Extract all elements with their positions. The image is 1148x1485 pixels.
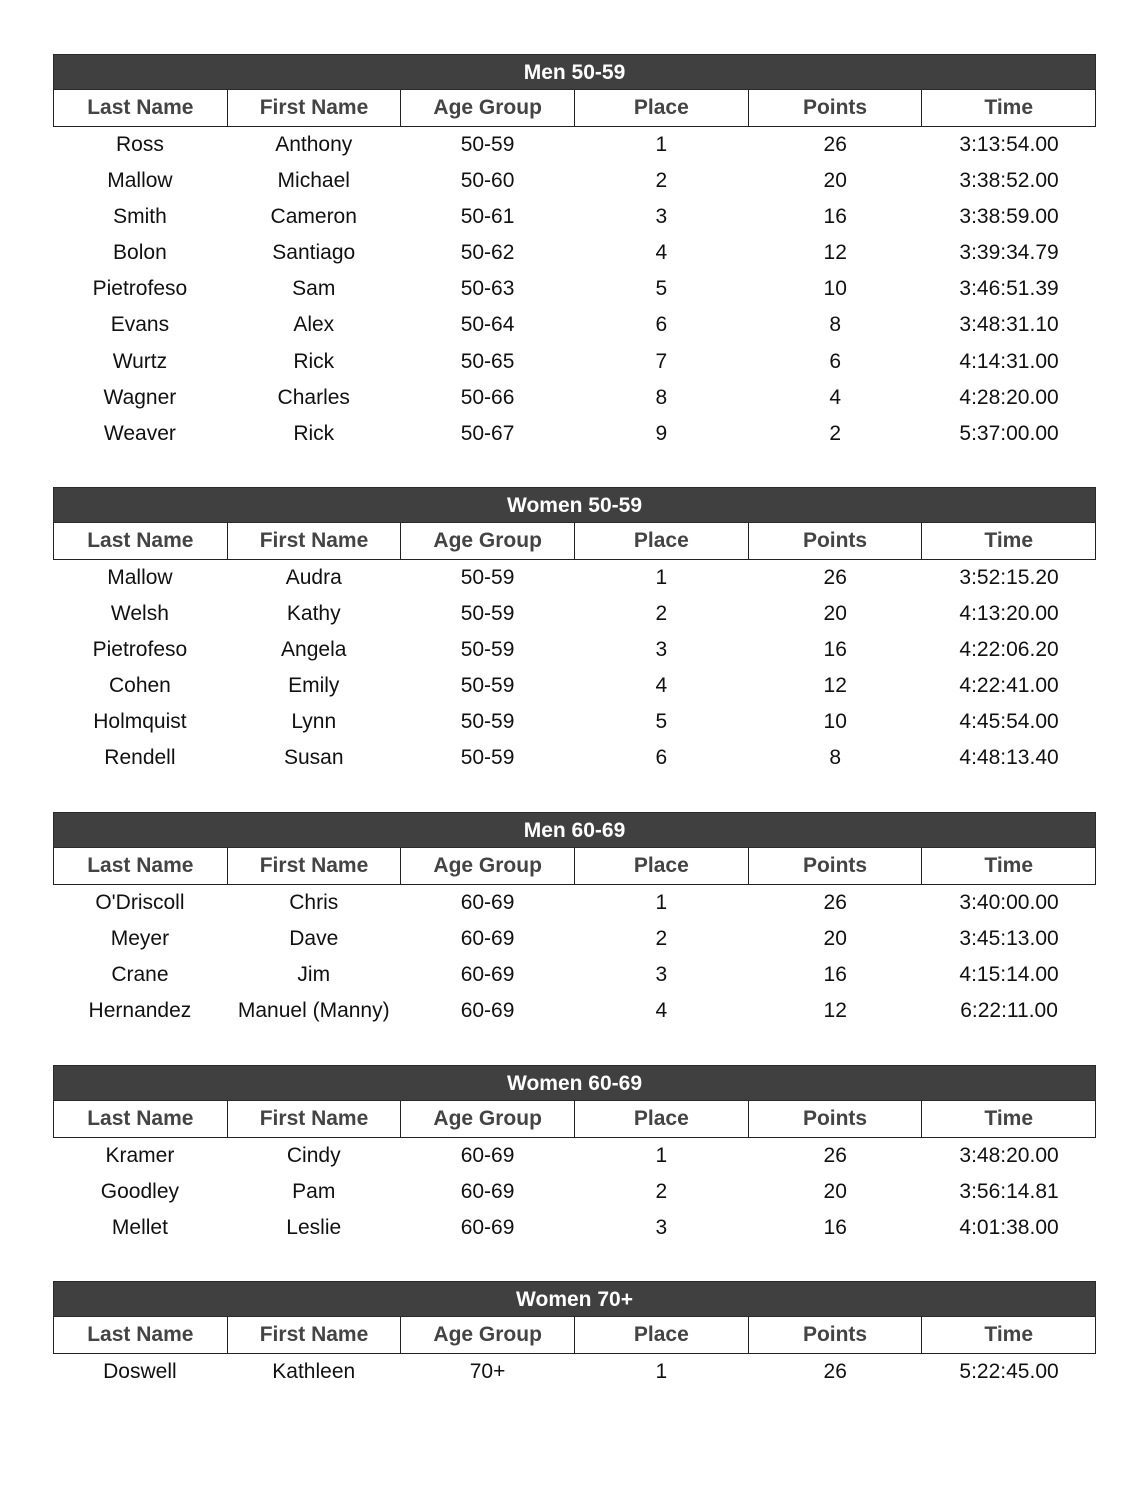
cell-last-name: Crane <box>111 963 169 987</box>
cell-first-name: Kathy <box>286 602 341 626</box>
cell-place: 3 <box>655 963 668 987</box>
cell-place: 4 <box>655 241 668 265</box>
cell-last-name: Bolon <box>113 241 167 265</box>
cell-time: 4:28:20.00 <box>959 385 1059 409</box>
cell-last-name: Ross <box>115 133 164 156</box>
column-header-last-name: Last Name <box>54 523 228 559</box>
cell-last-name: Pietrofeso <box>92 277 188 301</box>
cell-first-name: Susan <box>283 746 344 770</box>
cell-first-name: Alex <box>293 313 335 337</box>
cell-age-group: 50-59 <box>460 638 515 662</box>
cell-place: 3 <box>655 1216 668 1240</box>
column-header-first-name: First Name <box>228 1101 402 1137</box>
cell-last-name: Wagner <box>103 385 177 409</box>
table-row <box>53 596 1096 632</box>
cell-last-name: Hernandez <box>88 999 192 1023</box>
cell-time: 4:48:13.40 <box>959 746 1059 770</box>
cell-time: 5:22:45.00 <box>959 1360 1059 1383</box>
cell-age-group: 60-69 <box>460 963 515 987</box>
table-row <box>53 560 1096 596</box>
cell-first-name: Michael <box>277 169 350 193</box>
cell-place: 1 <box>655 133 668 156</box>
cell-last-name: Mallow <box>107 169 173 193</box>
cell-points: 4 <box>829 385 842 409</box>
cell-first-name: Rick <box>293 349 335 373</box>
column-header-first-name: First Name <box>228 90 402 126</box>
cell-points: 6 <box>829 349 842 373</box>
cell-points: 16 <box>823 963 847 987</box>
cell-place: 6 <box>655 313 668 337</box>
results-table-men-50-59 <box>53 54 1096 452</box>
cell-first-name: Chris <box>289 891 339 914</box>
cell-place: 3 <box>655 638 668 662</box>
cell-time: 4:14:31.00 <box>959 349 1059 373</box>
cell-place: 1 <box>655 1360 668 1383</box>
table-row <box>53 1138 1096 1174</box>
results-table-women-70 <box>53 1281 1096 1390</box>
cell-first-name: Anthony <box>275 133 353 156</box>
cell-first-name: Sam <box>292 277 336 301</box>
cell-last-name: Smith <box>113 205 167 229</box>
cell-age-group: 50-66 <box>460 385 515 409</box>
cell-first-name: Cameron <box>270 205 357 229</box>
cell-age-group: 60-69 <box>460 1216 515 1240</box>
cell-first-name: Emily <box>288 674 340 698</box>
column-header-points: Points <box>749 1317 923 1353</box>
cell-last-name: Rendell <box>104 746 176 770</box>
cell-time: 5:37:00.00 <box>959 421 1059 445</box>
cell-points: 8 <box>829 746 842 770</box>
cell-first-name: Charles <box>277 385 350 409</box>
cell-first-name: Leslie <box>286 1216 342 1240</box>
table-row <box>53 199 1096 235</box>
cell-age-group: 50-61 <box>460 205 515 229</box>
cell-last-name: Wurtz <box>112 349 168 373</box>
cell-time: 3:38:59.00 <box>959 205 1059 229</box>
table-row <box>53 416 1096 452</box>
cell-time: 3:38:52.00 <box>959 169 1059 193</box>
table-row <box>53 271 1096 307</box>
cell-place: 9 <box>655 421 668 445</box>
table-row <box>53 740 1096 776</box>
table-title: Women 60-69 <box>53 1065 1096 1101</box>
cell-points: 12 <box>823 674 847 698</box>
cell-last-name: Meyer <box>110 927 170 951</box>
column-header-time: Time <box>984 96 1034 119</box>
column-header-first-name: First Name <box>228 848 402 884</box>
column-header-time: Time <box>984 854 1034 877</box>
column-header-first-name: First Name <box>228 1317 402 1353</box>
cell-place: 1 <box>655 1144 668 1167</box>
column-header-points: Points <box>749 848 923 884</box>
cell-last-name: O'Driscoll <box>95 891 185 914</box>
cell-points: 16 <box>823 638 847 662</box>
cell-place: 5 <box>655 277 668 301</box>
cell-place: 2 <box>655 602 668 626</box>
cell-time: 3:48:31.10 <box>959 313 1059 337</box>
cell-age-group: 50-63 <box>460 277 515 301</box>
cell-points: 20 <box>823 602 847 626</box>
table-row <box>53 1174 1096 1210</box>
cell-time: 6:22:11.00 <box>960 999 1058 1023</box>
cell-first-name: Pam <box>292 1180 336 1204</box>
cell-last-name: Mallow <box>107 566 173 589</box>
cell-time: 4:22:06.20 <box>959 638 1059 662</box>
cell-age-group: 50-62 <box>460 241 515 265</box>
table-title: Women 50-59 <box>53 487 1096 523</box>
results-table-men-60-69 <box>53 812 1096 1029</box>
cell-points: 26 <box>823 891 847 914</box>
cell-time: 3:48:20.00 <box>959 1144 1059 1167</box>
column-header-points: Points <box>749 90 923 126</box>
results-table-women-50-59 <box>53 487 1096 777</box>
cell-place: 6 <box>655 746 668 770</box>
cell-points: 26 <box>823 133 847 156</box>
column-header-first-name: First Name <box>228 523 402 559</box>
cell-last-name: Doswell <box>103 1360 177 1383</box>
cell-time: 3:46:51.39 <box>959 277 1059 301</box>
table-row <box>53 668 1096 704</box>
cell-points: 10 <box>823 710 847 734</box>
cell-first-name: Lynn <box>291 710 337 734</box>
cell-last-name: Weaver <box>103 421 176 445</box>
cell-place: 2 <box>655 169 668 193</box>
cell-points: 16 <box>823 1216 847 1240</box>
cell-last-name: Welsh <box>110 602 169 626</box>
table-row <box>53 885 1096 921</box>
column-header-time: Time <box>984 1323 1034 1346</box>
cell-points: 20 <box>823 927 847 951</box>
cell-last-name: Evans <box>110 313 170 337</box>
column-header-age-group: Age Group <box>401 90 575 126</box>
cell-points: 8 <box>829 313 842 337</box>
column-header-place: Place <box>575 90 749 126</box>
column-header-last-name: Last Name <box>54 848 228 884</box>
table-row <box>53 704 1096 740</box>
cell-time: 3:39:34.79 <box>959 241 1059 265</box>
cell-age-group: 70+ <box>469 1360 506 1383</box>
cell-time: 4:15:14.00 <box>959 963 1059 987</box>
header-row <box>53 848 1096 885</box>
column-header-place: Place <box>575 1101 749 1137</box>
header-row <box>53 90 1096 127</box>
cell-first-name: Dave <box>289 927 339 951</box>
cell-age-group: 50-59 <box>460 133 515 156</box>
column-header-time: Time <box>984 1107 1034 1130</box>
cell-place: 4 <box>655 999 668 1023</box>
cell-last-name: Kramer <box>105 1144 175 1167</box>
cell-time: 4:22:41.00 <box>959 674 1059 698</box>
column-header-last-name: Last Name <box>54 1101 228 1137</box>
cell-points: 20 <box>823 1180 847 1204</box>
cell-first-name: Jim <box>297 963 331 987</box>
table-row <box>53 632 1096 668</box>
cell-place: 1 <box>655 891 668 914</box>
table-row <box>53 163 1096 199</box>
cell-last-name: Mellet <box>111 1216 168 1240</box>
table-row <box>53 380 1096 416</box>
cell-place: 8 <box>655 385 668 409</box>
table-row <box>53 921 1096 957</box>
column-header-time: Time <box>984 529 1034 552</box>
cell-points: 12 <box>823 999 847 1023</box>
cell-time: 3:40:00.00 <box>959 891 1059 914</box>
column-header-place: Place <box>575 523 749 559</box>
cell-time: 3:13:54.00 <box>959 133 1059 156</box>
table-title: Men 50-59 <box>53 54 1096 90</box>
column-header-last-name: Last Name <box>54 90 228 126</box>
cell-age-group: 50-59 <box>460 674 515 698</box>
cell-points: 26 <box>823 1360 847 1383</box>
cell-age-group: 50-59 <box>460 746 515 770</box>
column-header-place: Place <box>575 1317 749 1353</box>
cell-first-name: Santiago <box>272 241 356 265</box>
cell-age-group: 50-59 <box>460 566 515 589</box>
header-row <box>53 1101 1096 1138</box>
cell-age-group: 60-69 <box>460 927 515 951</box>
cell-age-group: 50-59 <box>460 602 515 626</box>
cell-first-name: Audra <box>285 566 342 589</box>
cell-first-name: Manuel (Manny) <box>237 999 390 1023</box>
cell-first-name: Kathleen <box>272 1360 356 1383</box>
header-row <box>53 1317 1096 1354</box>
cell-age-group: 50-64 <box>460 313 515 337</box>
cell-last-name: Goodley <box>100 1180 180 1204</box>
cell-time: 4:01:38.00 <box>959 1216 1059 1240</box>
table-row <box>53 127 1096 163</box>
cell-age-group: 60-69 <box>460 999 515 1023</box>
cell-time: 3:56:14.81 <box>959 1180 1059 1204</box>
column-header-last-name: Last Name <box>54 1317 228 1353</box>
cell-points: 16 <box>823 205 847 229</box>
column-header-points: Points <box>749 1101 923 1137</box>
cell-age-group: 50-67 <box>460 421 515 445</box>
column-header-age-group: Age Group <box>401 1101 575 1137</box>
column-header-place: Place <box>575 848 749 884</box>
results-table-women-60-69 <box>53 1065 1096 1246</box>
cell-time: 3:45:13.00 <box>959 927 1059 951</box>
cell-age-group: 50-59 <box>460 710 515 734</box>
table-title: Women 70+ <box>53 1281 1096 1317</box>
column-header-age-group: Age Group <box>401 1317 575 1353</box>
cell-place: 2 <box>655 927 668 951</box>
table-row <box>53 957 1096 993</box>
table-row <box>53 235 1096 271</box>
cell-time: 4:13:20.00 <box>959 602 1059 626</box>
table-row <box>53 307 1096 343</box>
cell-time: 3:52:15.20 <box>959 566 1059 589</box>
cell-place: 7 <box>655 349 668 373</box>
column-header-age-group: Age Group <box>401 848 575 884</box>
cell-time: 4:45:54.00 <box>959 710 1059 734</box>
cell-last-name: Holmquist <box>93 710 187 734</box>
column-header-points: Points <box>749 523 923 559</box>
header-row <box>53 523 1096 560</box>
cell-last-name: Cohen <box>108 674 171 698</box>
cell-place: 5 <box>655 710 668 734</box>
cell-place: 2 <box>655 1180 668 1204</box>
table-row <box>53 344 1096 380</box>
cell-first-name: Rick <box>293 421 335 445</box>
cell-points: 26 <box>823 566 847 589</box>
cell-place: 4 <box>655 674 668 698</box>
cell-points: 12 <box>823 241 847 265</box>
cell-last-name: Pietrofeso <box>92 638 188 662</box>
cell-first-name: Angela <box>281 638 347 662</box>
cell-age-group: 50-60 <box>460 169 515 193</box>
column-header-age-group: Age Group <box>401 523 575 559</box>
cell-place: 1 <box>655 566 668 589</box>
cell-points: 2 <box>829 421 842 445</box>
table-row <box>53 1354 1096 1390</box>
cell-points: 20 <box>823 169 847 193</box>
cell-age-group: 50-65 <box>460 349 515 373</box>
table-row <box>53 1210 1096 1246</box>
cell-age-group: 60-69 <box>460 891 515 914</box>
cell-age-group: 60-69 <box>460 1144 515 1167</box>
cell-points: 26 <box>823 1144 847 1167</box>
table-row <box>53 993 1096 1029</box>
cell-first-name: Cindy <box>286 1144 341 1167</box>
cell-age-group: 60-69 <box>460 1180 515 1204</box>
cell-place: 3 <box>655 205 668 229</box>
table-title: Men 60-69 <box>53 812 1096 848</box>
cell-points: 10 <box>823 277 847 301</box>
